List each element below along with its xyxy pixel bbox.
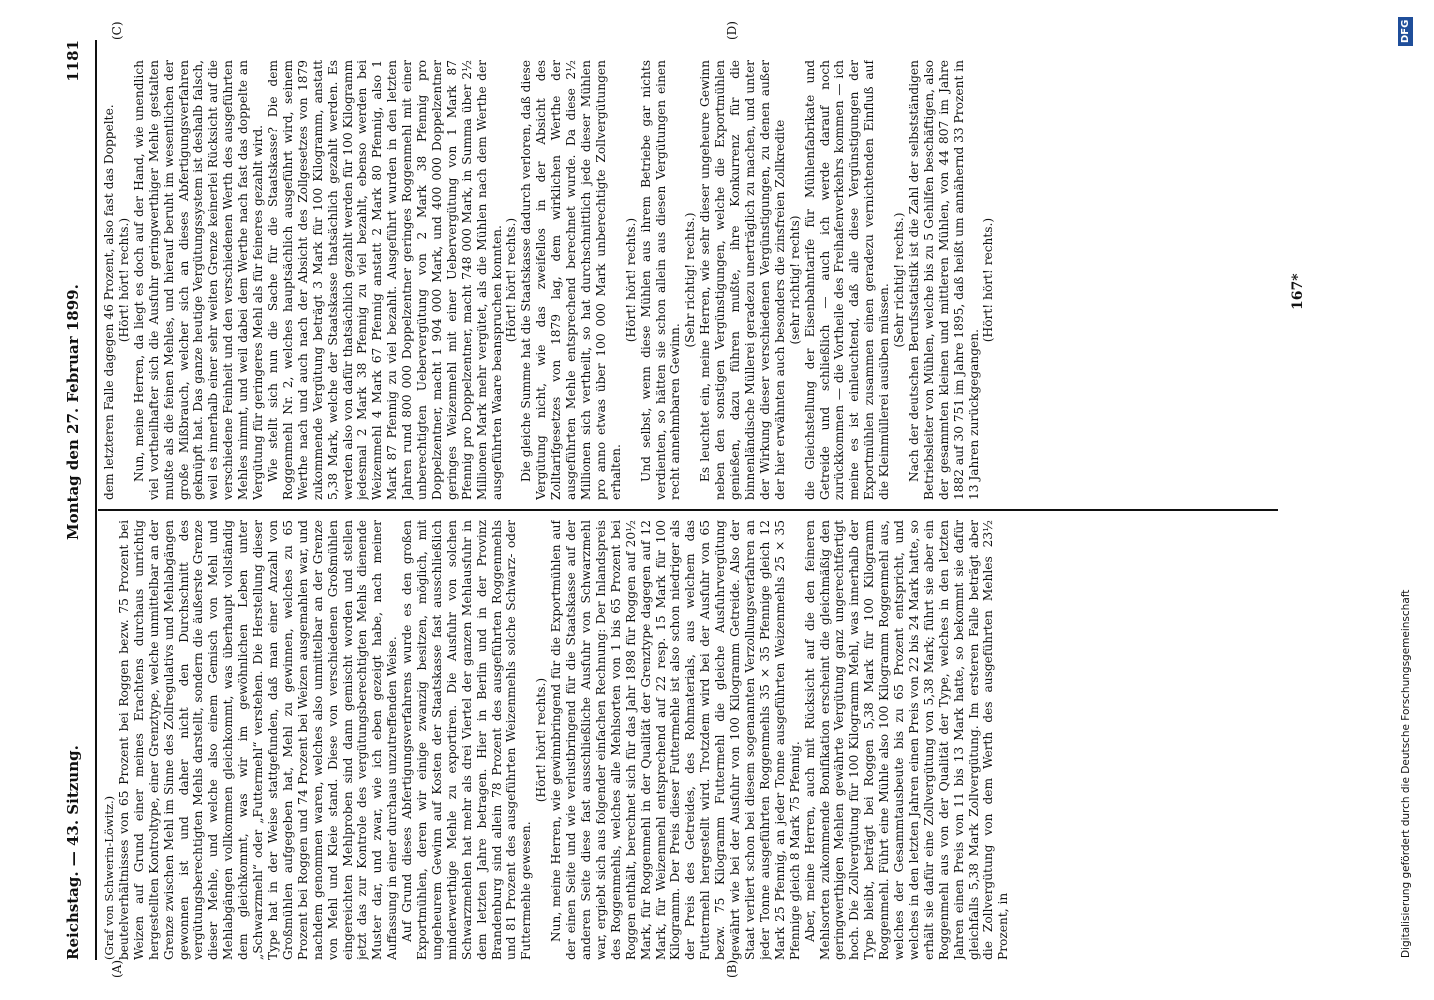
header-date: Montag den 27. Februar 1899. bbox=[64, 284, 82, 540]
right-paragraph: Die gleiche Summe hat die Staatskasse dadurch verloren, daß diese Vergütung nicht, wie das zweifellos in der Absicht des Zolltarifgesetzes von 1879 lag, dem wirklichen Werthe der ausgeführten Mehle entsprechend berechnet wurde. Da diese 2½ Millionen sich vertheilt, so hat durchschnittlich jede dieser Mühlen pro anno etwas über 100 000 Mark unberechtigte Zollvergütungen erhalten. bbox=[519, 60, 623, 500]
margin-mark-d: (D) bbox=[725, 21, 739, 40]
right-interjection: (sehr richtig! rechts) bbox=[787, 215, 802, 345]
left-paragraph: beutelverhältnisses von 65 Prozent bei Roggen bezw. 75 Prozent bei Weizen auf Grund einer meines Erachtens durchaus unrichtig hergestellten Kontroltype, einer Grenztype, welche unmittelbar an der Grenze zwischen Mehl im Sinne des Zollregulativs und Mehlabgängen gewonnen ist und daher nicht den Durchschnitt des vergütungsberechtigten Mehls darstellt, sondern die äußerste Grenze dieser Mehle, und welche also einem Gemisch von Mehl und Mehlabgängen vollkommen gleichkommt, was überhaupt vollständig dem gleichkommt, was wir im gewöhnlichen Leben unter „Schwarzmehl“ oder „Futtermehl“ verstehen. Die Herstellung dieser Type hat in der Weise stattgefunden, daß man einer Anzahl von Großmühlen aufgegeben hat, Mehl zu gewinnen, welches zu 65 Prozent bei Roggen und 74 Prozent bei Weizen ausgemahlen war, und nachdem genommen waren, welches also unmittelbar an der Grenze von Mehl und Kleie stand. Diese von verschiedenen Großmühlen eingereichten Mehlproben sind dann gemischt worden und stellen jetzt das zur Kontrole des vergütungsberechtigten Mehls dienende Muster dar, und zwar, wie ich eben gezeigt habe, nach meiner Auffassung in einer durchaus unzutreffenden Weise. bbox=[116, 520, 400, 960]
digitization-credit bbox=[1388, 8, 1428, 992]
right-paragraph: Nach der deutschen Berufsstatistik ist die Zahl der selbstständigen Betriebsleiter von Mühlen, welche bis zu 5 Gehilfen beschäftigen, also der gesammten kleinen und mittleren Mühlen, von 44 807 im Jahre 1882 auf 30 751 im Jahre 1895, daß heißt um annähernd 33 Prozent in 13 Jahren zurückgegangen. bbox=[906, 60, 981, 500]
right-paragraph: Nun, meine Herren, da liegt es doch auf der Hand, wie unendlich viel vortheilhafter sich die Ausfuhr geringwerthiger Mehle gestalten mußte als die feinen Mehles, und hierauf beruht im wesentlichen der große Mißbrauch, welcher sich an dieses Abfertigungsverfahren geknüpft hat. Das ganze heutige Vergütungssystem ist deshalb falsch, weil es innerhalb einer sehr weiten Grenze keinerlei Rücksicht auf die verschiedene Feinheit und den verschiedenen Werth des ausgeführten Mehles nimmt, und weil dabei dem Werthe nach fast das doppelte an Vergütung für geringeres Mehl als für feineres gezahlt wird. bbox=[131, 60, 266, 500]
right-column bbox=[102, 60, 1282, 500]
signature-mark: 167* bbox=[1290, 273, 1306, 310]
left-column bbox=[102, 520, 1282, 960]
header-rule bbox=[95, 40, 97, 960]
right-paragraph: Und selbst, wenn diese Mühlen aus ihrem Betriebe gar nichts verdienten, so hätten sie schon allein aus diesen Vergütungen einen recht annehmbaren Gewinn. bbox=[638, 60, 683, 500]
right-paragraph: Es leuchtet ein, meine Herren, wie sehr dieser ungeheure Gewinn neben den sonstigen Vergünstigungen, welche die Exportmühlen genießen, dazu führen mußte, ihre Konkurrenz für die binnenländische Müllerei geradezu unerträglich zu machen, und unter der Wirkung dieser verschiedenen Vergünstigungen, zu denen außer der hier erwähnten auch besonders die zinsfreien Zollkredite bbox=[698, 60, 787, 500]
header-left: Reichstag. — 43. Sitzung. bbox=[64, 745, 82, 960]
left-interjection: (Hört! hört! rechts.) bbox=[534, 677, 549, 803]
dfg-logo: DFG bbox=[1398, 17, 1413, 46]
left-paragraph: Aber, meine Herren, auch mit Rücksicht auf die den feineren Mehlsorten zukommende Bonifikation erscheint die gleichmäßig den geringwerthigen Mehlen gewährte Vergütung ganz ungerechtfertigt hoch. Die Zollvergütung für 100 Kilogramm Mehl, was innerhalb der Type bleibt, beträgt bei Roggen 5,38 Mark für 100 Kilogramm Roggenmehl. Führt eine Mühle also 100 Kilogramm Roggenmehl aus, welches der Gesammtausbeute bis zu 65 Prozent entspricht, und welches in den letzten Jahren einen Preis von 22 bis 24 Mark hatte, so erhält sie dafür eine Zollvergütung von 5,38 Mark; führt sie aber ein Roggenmehl aus von der Qualität der Type, welches in den letzten Jahren einen Preis von 11 bis 13 Mark hatte, so bekommt sie dafür gleichfalls 5,38 Mark Zollvergütung. Im ersteren Falle beträgt aber die Zollvergütung von dem Werth des ausgeführten Mehles 23½ Prozent, in bbox=[802, 520, 1011, 960]
right-paragraph: die Gleichstellung der Eisenbahntarife für Mühlenfabrikate und Getreide und schließlich — auch ich werde darauf noch zurückkommen — die Vortheile des Freihafenverkehrs kommen — ich meine es ist einleuchtend, daß alle diese Vergünstigungen der Exportmühlen zusammen einen geradezu vernichtenden Einfluß auf die Kleinmüllerei ausüben müssen. bbox=[802, 60, 892, 500]
right-interjection: (Hört! hört! rechts.) bbox=[623, 217, 638, 343]
page-number: 1181 bbox=[64, 40, 82, 82]
right-paragraph: dem letzteren Falle dagegen 46 Prozent, also fast das Doppelte. bbox=[102, 104, 116, 500]
column-divider bbox=[98, 510, 1278, 512]
left-paragraph: Auf Grund dieses Abfertigungsverfahrens wurde es den großen Exportmühlen, deren wir einige zwanzig besitzen, möglich, mit ungeheurem Gewinn auf Kosten der Staatskasse fast ausschließlich minderwerthige Mehle zu exportiren. Die Ausfuhr von solchen Schwarzmehlen hat mehr als drei Viertel der ganzen Mehlausfuhr in dem letzten Jahre betragen. Hier in Berlin und in der Provinz Brandenburg sind allein 78 Prozent des ausgeführten Roggenmehls und 81 Prozent des ausgeführten Weizenmehls solche Schwarz- oder Futtermehle gewesen. bbox=[400, 520, 534, 960]
left-paragraph: Nun, meine Herren, wie gewinnbringend für die Exportmühlen auf der einen Seite und wie verlustbringend für die Staatskasse auf der anderen Seite diese fast ausschließliche Ausfuhr von Schwarzmehl war, ergiebt sich aus folgender einfachen Rechnung: Der Inlandspreis des Roggenmehls, welches alle Mehlsorten von 1 bis 65 Prozent bei Roggen enthält, berechnet sich für das Jahr 1898 für Roggen auf 20½ Mark, für Roggenmehl in der Qualität der Grenztype dagegen auf 12 Mark, für Weizenmehl entsprechend auf 22 resp. 15 Mark für 100 Kilogramm. Der Preis dieser Futtermehle ist also schon niedriger als der Preis des Getreides, des Rohmaterials, aus welchem das Futtermehl hergestellt wird. Trotzdem wird bei der Ausfuhr von 65 bezw. 75 Kilogramm Futtermehl die gleiche Ausfuhrvergütung gewährt wie bei der Ausfuhr von 100 Kilogramm Getreide. Also der Staat verliert schon bei diesem sogenannten Verzollungsverfahren an jeder Tonne ausgeführten Roggenmehls 35 × 35 Pfennige gleich 12 Mark 25 Pfennig, an jeder Tonne ausgeführten Weizenmehls 25 × 35 Pfennige gleich 8 Mark 75 Pfennig. bbox=[549, 520, 802, 960]
right-interjection: (Hört! hört! rechts.) bbox=[504, 217, 519, 343]
right-interjection: (Sehr richtig! rechts.) bbox=[892, 212, 907, 348]
page-header bbox=[64, 40, 94, 960]
right-interjection: (Sehr richtig! rechts.) bbox=[683, 212, 698, 348]
credit-text: Digitalisierung gefördert durch die Deutsche Forschungsgemeinschaft bbox=[1400, 589, 1412, 958]
speaker-label: (Graf von Schwerin-Löwitz.) bbox=[102, 795, 116, 960]
right-interjection: (Hört! hört! rechts.) bbox=[116, 217, 131, 343]
margin-mark-c: (C) bbox=[110, 21, 124, 40]
right-paragraph: Wie stellt sich nun die Sache für die Staatskasse? Die dem Roggenmehl Nr. 2, welches hauptsächlich ausgeführt wird, seinem Werthe nach und auch nach der Absicht des Zollgesetzes von 1879 zukommende Vergütung beträgt 3 Mark für 100 Kilogramm, anstatt 5,38 Mark, welche der Staatskasse thatsächlich gezahlt werden. Es werden also von dafür thatsächlich gezahlt werden für 100 Kilogramm jedesmal 2 Mark 38 Pfennig zu viel bezahlt, ebenso werden bei Weizenmehl 4 Mark 67 Pfennig anstatt 2 Mark 80 Pfennig, also 1 Mark 87 Pfennig zu viel bezahlt. Ausgeführt wurden in den letzten Jahren rund 800 000 Doppelzentner geringes Roggenmehl mit einer unberechtigten Uebervergütung von 2 Mark 38 Pfennig pro Doppelzentner, macht 1 904 000 Mark, und 400 000 Doppelzentner geringes Weizenmehl mit einer Uebervergütung von 1 Mark 87 Pfennig pro Doppelzentner, macht 748 000 Mark, in Summa über 2½ Millionen Mark mehr vergütet, als die Mühlen nach dem Werthe der ausgeführten Waare beanspruchen konnten. bbox=[265, 60, 504, 500]
margin-mark-a: (A) bbox=[110, 959, 124, 978]
margin-mark-b: (B) bbox=[725, 959, 739, 978]
right-interjection: (Hört! hört! rechts.) bbox=[981, 217, 996, 343]
